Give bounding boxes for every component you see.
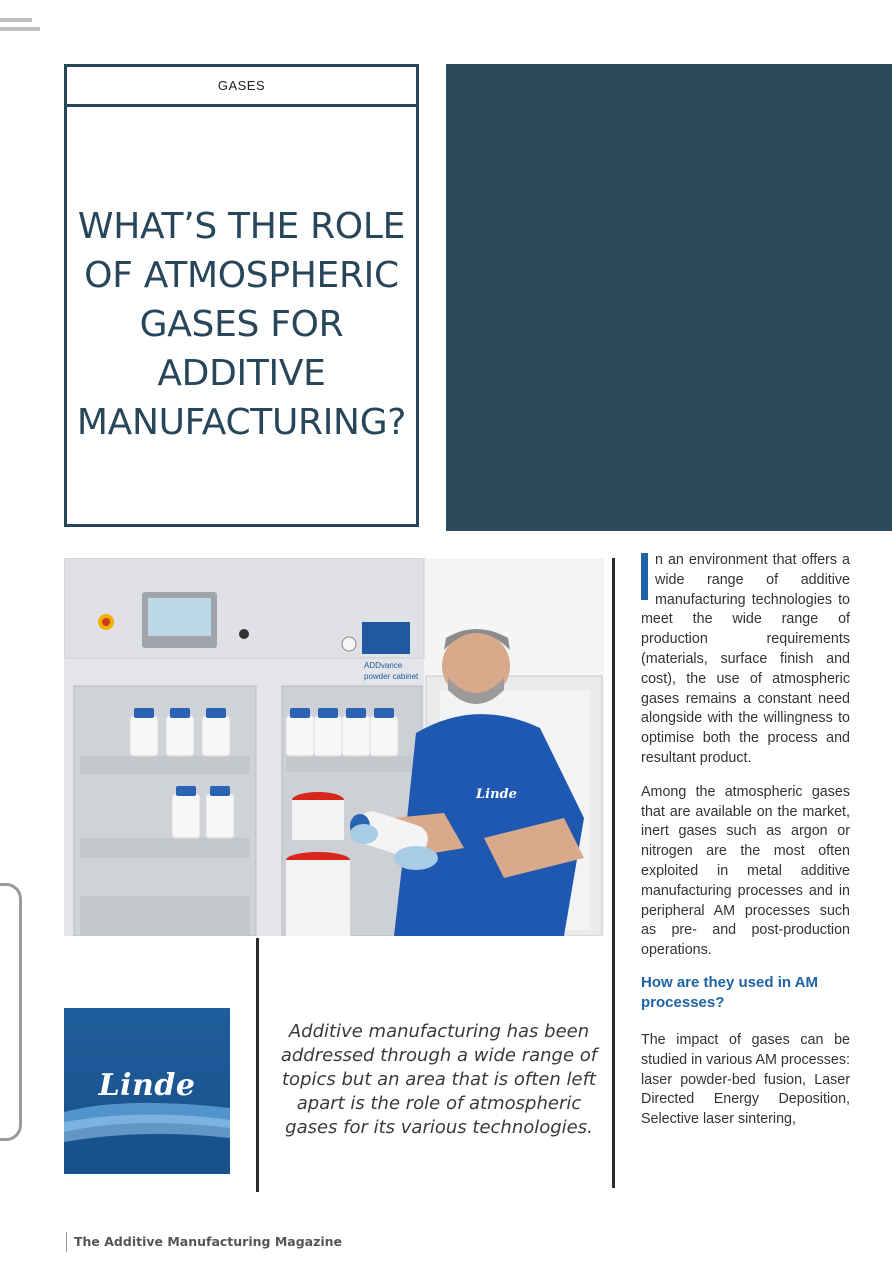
headline-line: MANUFACTURING? [76,402,407,443]
column-divider [612,558,615,1188]
decor-bar-bottom [0,27,40,31]
powder-cabinet-illustration [64,558,604,936]
section-subhead: How are they used in AM processes? [641,973,818,1011]
title-card [64,64,419,527]
decor-bar-top [0,18,32,22]
paragraph-1-lead: n an environment that [655,552,797,568]
cabinet-label: powder cabinet [364,672,419,681]
article-headline [73,202,410,447]
pull-quote: Additive manufacturing has been addressed through a wide range of topics but an area that is often left apart is the role of atmospheric gases for its various technologies. [280,1021,598,1138]
dark-color-panel [446,64,892,531]
quote-divider [256,938,259,1192]
shirt-logo: Linde [476,787,517,802]
paragraph-1 [641,551,850,769]
headline-line: OF ATMOSPHERIC [84,255,399,296]
cabinet-label: ADDvance [364,661,403,670]
linde-wordmark: Linde [98,1068,196,1103]
article-body [641,551,850,1130]
headline-line: GASES FOR [139,304,344,345]
article-photo [64,558,604,936]
headline-line: WHAT’S THE ROLE [77,206,406,247]
paragraph-2: Among the atmospheric gases that are available on the market, inert gases such as argon or nitrogen are the most often exploited in metal additive manufacturing processes and in peripheral AM processes such as pre- and post-production operations. [641,783,850,959]
dropcap-bar [641,553,648,600]
paragraph-1-text: offers a wide range of additive manufacturing technologies to meet the wide range of production requirements (materials, surface finish and cost), the use of atmospheric gases remains a constant need alongside with the willingness to optimise both the process and resultant product. [641,552,851,766]
section-tag: GASES [67,67,416,107]
linde-logo [64,1008,230,1174]
paragraph-3: The impact of gases can be studied in various AM processes: laser powder-bed fusion, Laser Directed Energy Deposition, Selective laser sintering, [641,1031,850,1128]
decor-bracket [0,883,22,1141]
footer-magazine-name: The Additive Manufacturing Magazine [66,1232,342,1252]
headline-line: ADDITIVE [157,353,326,394]
